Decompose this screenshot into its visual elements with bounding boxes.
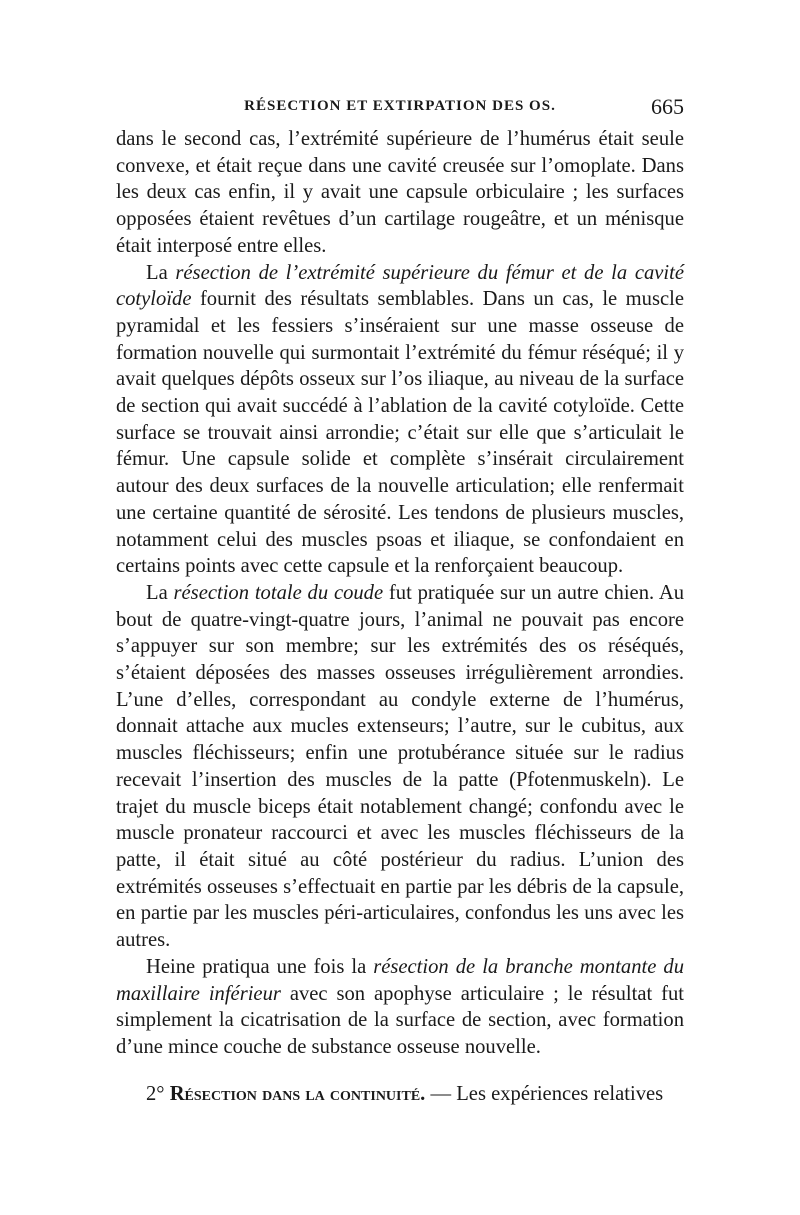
paragraph-text: avec son apophyse articulaire ; le résultat fut simplement la cicatrisation de la surface de section, avec formation d’une mince couche de substance osseuse nouvelle. [116,982,684,1058]
body-text [116,126,684,1107]
running-title: RÉSECTION ET EXTIRPATION DES OS. [244,98,556,114]
section-heading-paragraph [116,1081,684,1108]
paragraph-text: Heine pratiqua une fois la [146,955,374,978]
page-number: 665 [651,94,684,119]
italic-phrase: résection totale du coude [173,581,384,604]
section-number: 2° [146,1082,170,1105]
paragraph-3 [116,580,684,954]
paragraph-text: fut pratiquée sur un autre chien. Au bout de quatre-vingt-quatre jours, l’animal ne pouvait pas encore s’appuyer sur son membre; sur les extrémités des os réséqués, s’étaient déposées des masses osseuses irrégulièrement arrondies. L’une d’elles, correspondant au condyle externe de l’humérus, donnait attache aux mucles extenseurs; l’autre, sur le cubitus, aux muscles fléchisseurs; enfin une protubérance située sur le radius recevait l’insertion des muscles de la patte (Pfotenmuskeln). Le trajet du muscle biceps était notablement changé; confondu avec le muscle pronateur raccourci et avec les muscles fléchisseurs de la patte, il était situé au côté postérieur du radius. L’union des extrémités osseuses s’effectuait en partie par les débris de la capsule, en partie par les muscles péri-articulaires, confondus les uns avec les autres. [116,581,684,952]
paragraph-text: La [146,261,176,284]
paragraph-text: La [146,581,174,604]
paragraph-1 [116,126,684,260]
paragraph-text: — Les expériences relatives [425,1082,664,1105]
paragraph-text: dans le second cas, l’extrémité supérieure de l’humérus était seule convexe, et était reçue dans une cavité creusée sur l’omoplate. Dans les deux cas enfin, il y avait une capsule orbiculaire ; les surfaces opposées étaient revêtues d’un cartilage rougeâtre, et un ménisque était interposé entre elles. [116,128,684,257]
section-heading: Résection dans la continuité. [169,1082,426,1105]
running-head [116,94,684,118]
paragraph-4 [116,954,684,1061]
italic-phrase: résection de la branche montante du maxillaire inférieur [116,955,684,1005]
paragraph-2 [116,260,684,580]
paragraph-text: fournit des résultats semblables. Dans un cas, le muscle pyramidal et les fessiers s’inséraient sur une masse osseuse de formation nouvelle qui surmontait l’extrémité du fémur réséqué; il y avait quelques dépôts osseux sur l’os iliaque, au niveau de la surface de section qui avait succédé à l’ablation de la cavité cotyloïde. Cette surface se trouvait ainsi arrondie; c’était sur elle que s’articulait le fémur. Une capsule solide et complète s’insérait circulairement autour des deux surfaces de la nouvelle articulation; elle renfermait une certaine quantité de sérosité. Les tendons de plusieurs muscles, notamment celui des muscles psoas et iliaque, se confondaient en certains points avec cette capsule et la renforçaient beaucoup. [116,288,684,578]
italic-phrase: résection de l’extrémité supérieure du fémur et de la cavité cotyloïde [116,261,685,311]
